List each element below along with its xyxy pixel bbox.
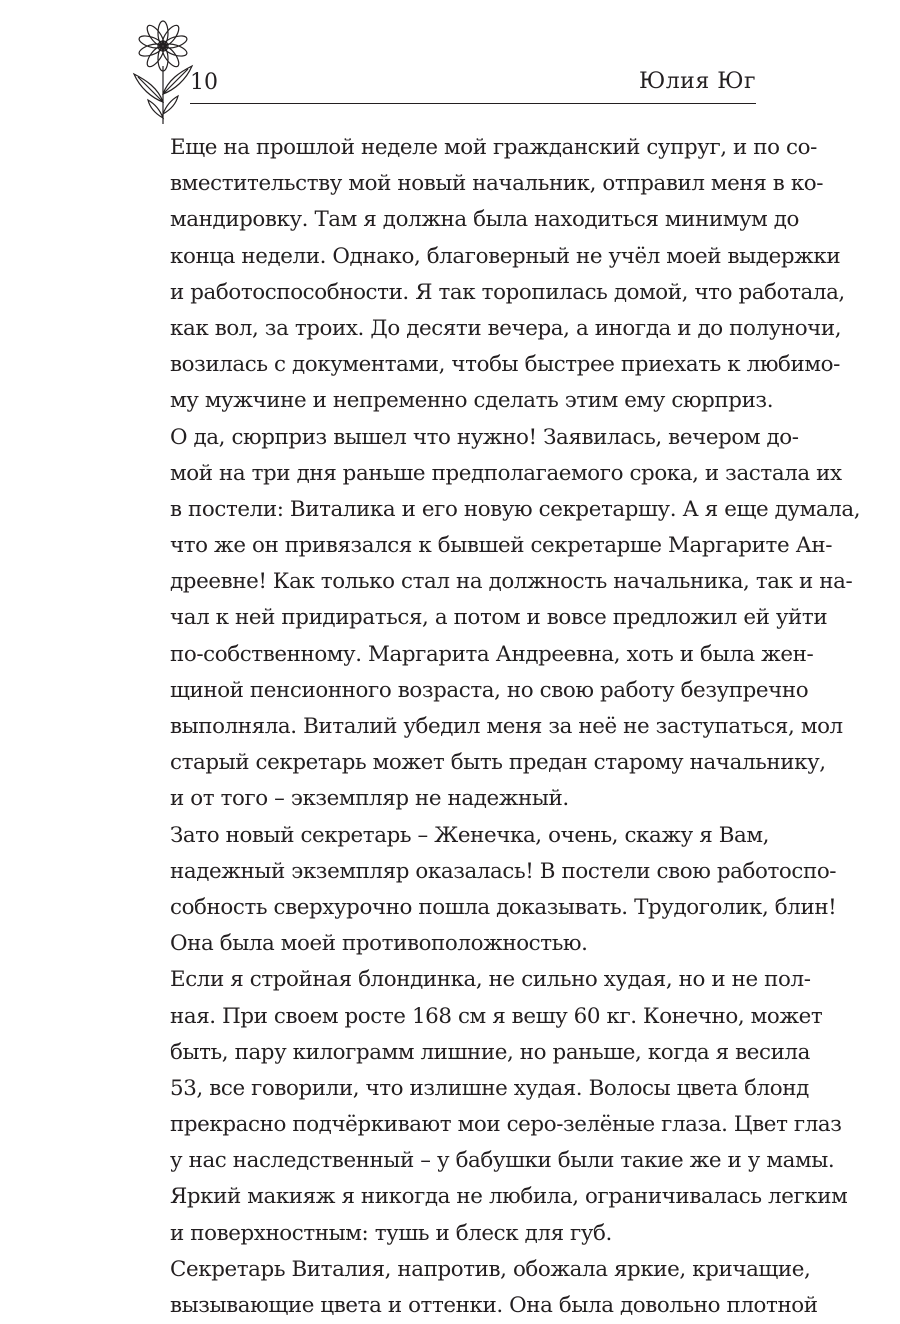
leaf-left-1-vein [138,77,163,102]
text-line: и от того – экземпляр не надежный. [170,786,569,812]
text-line: старый секретарь может быть предан старому начальнику, [170,750,826,776]
text-line: му мужчине и непременно сделать этим ему сюрприз. [170,388,774,414]
running-head-author: Юлия Юг [638,69,756,94]
text-line: Еще на прошлой неделе мой гражданский супруг, и по со- [170,135,817,160]
body-text [170,130,861,1324]
text-line: собность сверхурочно пошла доказывать. Трудоголик, блин! [170,894,837,920]
text-line: ная. При своем росте 168 см я вешу 60 кг. Конечно, может [170,1003,823,1029]
text-line: по-собственному. Маргарита Андреевна, хоть и была жен- [170,641,814,667]
text-line: и работоспособности. Я так торопилась домой, что работала, [170,279,845,305]
text-line: Если я стройная блондинка, не сильно худая, но и не пол- [170,967,811,993]
text-line: Яркий макияж я никогда не любила, ограничивалась легким [170,1184,848,1210]
text-line: как вол, за троих. До десяти вечера, а иногда и до полуночи, [170,315,842,341]
text-line: дреевне! Как только стал на должность начальника, так и на- [170,569,853,595]
paragraph-1 [170,130,845,420]
text-line: чал к ней придираться, а потом и вовсе предложил ей уйти [170,605,828,631]
paragraph-3 [170,818,837,927]
page-number: 10 [190,70,218,95]
text-line: мой на три дня раньше предполагаемого срока, и застала их [170,460,842,486]
text-line: мандировку. Там я должна была находиться минимум до [170,207,800,233]
text-line: и поверхностным: тушь и блеск для губ. [170,1220,612,1246]
text-line: Она была моей противоположностью. [170,931,588,957]
text-line: в постели: Виталика и его новую секретаршу. А я еще думала, [170,496,861,522]
text-line: Секретарь Виталия, напротив, обожала яркие, кричащие, [170,1256,811,1282]
flower-ornament [128,14,198,126]
paragraph-6 [170,1252,818,1324]
text-line: быть, пару килограмм лишние, но раньше, когда я весила [170,1039,810,1065]
text-line: у нас наследственный – у бабушки были такие же и у мамы. [170,1148,835,1174]
text-line: О да, сюрприз вышел что нужно! Заявилась, вечером до- [170,424,799,450]
text-line: вместительству мой новый начальник, отправил меня в ко- [170,171,824,197]
leaf-right-1-vein [163,69,188,94]
paragraph-5 [170,962,848,1252]
text-line: 53, все говорили, что излишне худая. Волосы цвета блонд [170,1075,809,1101]
text-line: Зато новый секретарь – Женечка, очень, скажу я Вам, [170,822,770,848]
text-line: что же он привязался к бывшей секретарше Маргарите Ан- [170,533,833,559]
leaf-right-2 [163,96,178,114]
paragraph-2 [170,420,861,818]
paragraph-4 [170,926,756,962]
text-line: конца недели. Однако, благоверный не учёл моей выдержки [170,243,841,269]
text-line: вызывающие цвета и оттенки. Она была довольно плотной [170,1293,818,1318]
text-line: возилась с документами, чтобы быстрее приехать к любимо- [170,352,840,378]
text-line: щиной пенсионного возраста, но свою работу безупречно [170,677,809,703]
leaf-left-2 [148,100,163,118]
text-line: прекрасно подчёркивают мои серо-зелёные глаза. Цвет глаз [170,1112,842,1138]
header-rule [190,103,756,104]
text-line: выполняла. Виталий убедил меня за неё не заступаться, мол [170,714,843,739]
text-line: надежный экземпляр оказалась! В постели свою работоспо- [170,858,837,884]
